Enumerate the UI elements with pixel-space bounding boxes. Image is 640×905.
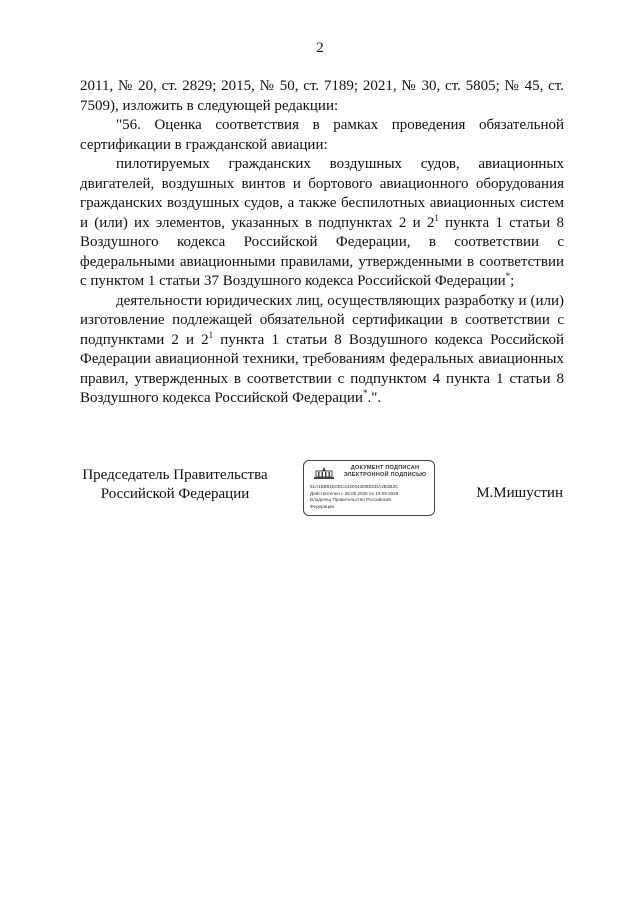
paragraph-text: пункта 1 статьи 8 Воздушного кодекса Российской Федерации, в соответствии с федеральными авиационными правилами, утвержденными в соответствии с пунктом 1 статьи 37 Воздушного кодекса Российской Федерации <box>80 214 564 289</box>
signatory-title <box>80 466 270 504</box>
stamp-heading <box>338 465 432 479</box>
paragraph-end: ; <box>510 273 515 289</box>
signatory-title-line: Председатель Правительства <box>82 467 268 483</box>
stamp-details <box>310 484 434 510</box>
paragraph-text: деятельности юридических лиц, осуществляющих разработку и (или) изготовление подлежащей обязательной сертификации в соответствии с подпунктами 2 и 2 <box>80 292 564 348</box>
intro-paragraph: 2011, № 20, ст. 2829; 2015, № 50, ст. 7189; 2021, № 30, ст. 5805; № 45, ст. 7509), изложить в следующей редакции: <box>80 78 564 114</box>
signatory-name: М.Мишустин <box>476 485 563 501</box>
government-building-icon <box>313 466 335 480</box>
aircraft-certification-paragraph <box>80 155 564 292</box>
organizations-certification-paragraph <box>80 292 564 409</box>
superscript: 1 <box>434 212 439 223</box>
certificate-owner: Федерации <box>310 503 335 509</box>
page-number: 2 <box>316 40 324 56</box>
certificate-owner: Владелец Правительство Российской <box>310 497 391 502</box>
paragraph-text: пилотируемых гражданских воздушных судов, авиационных двигателей, воздушных винтов и бортового авиационного оборудования гражданских воздушных судов, а также беспилотных авиационных систем и (или) их элементов, указанных в подпунктах 2 и 2 <box>80 156 564 231</box>
electronic-signature-stamp <box>303 460 435 516</box>
certificate-serial: 51A1B8B1E0DC4420043DBEDDA2B3B2C <box>310 484 399 489</box>
item-56-heading: "56. Оценка соответствия в рамках проведения обязательной сертификации в гражданской авиации: <box>80 117 564 153</box>
certificate-validity: Действителен с 26.06.2025 по 19.09.2026 <box>310 490 399 496</box>
document-body <box>80 77 564 409</box>
signatory-title-line: Российской Федерации <box>100 486 250 502</box>
stamp-heading-line: ЭЛЕКТРОННОЙ ПОДПИСЬЮ <box>343 472 427 478</box>
superscript: 1 <box>208 329 214 340</box>
paragraph-text: пункта 1 статьи 8 Воздушного кодекса Российской Федерации авиационной техники, требованиям федеральных авиационных правил, утвержденных в соответствии с подпунктом 4 пункта 1 статьи 8 Воздушного кодекса Российской Федерации <box>80 331 564 406</box>
stamp-heading-line: ДОКУМЕНТ ПОДПИСАН <box>350 465 420 471</box>
footnote-marker: * <box>362 388 368 398</box>
signature-block <box>0 460 640 520</box>
paragraph-end: .". <box>367 390 382 406</box>
footnote-marker: * <box>505 271 511 281</box>
